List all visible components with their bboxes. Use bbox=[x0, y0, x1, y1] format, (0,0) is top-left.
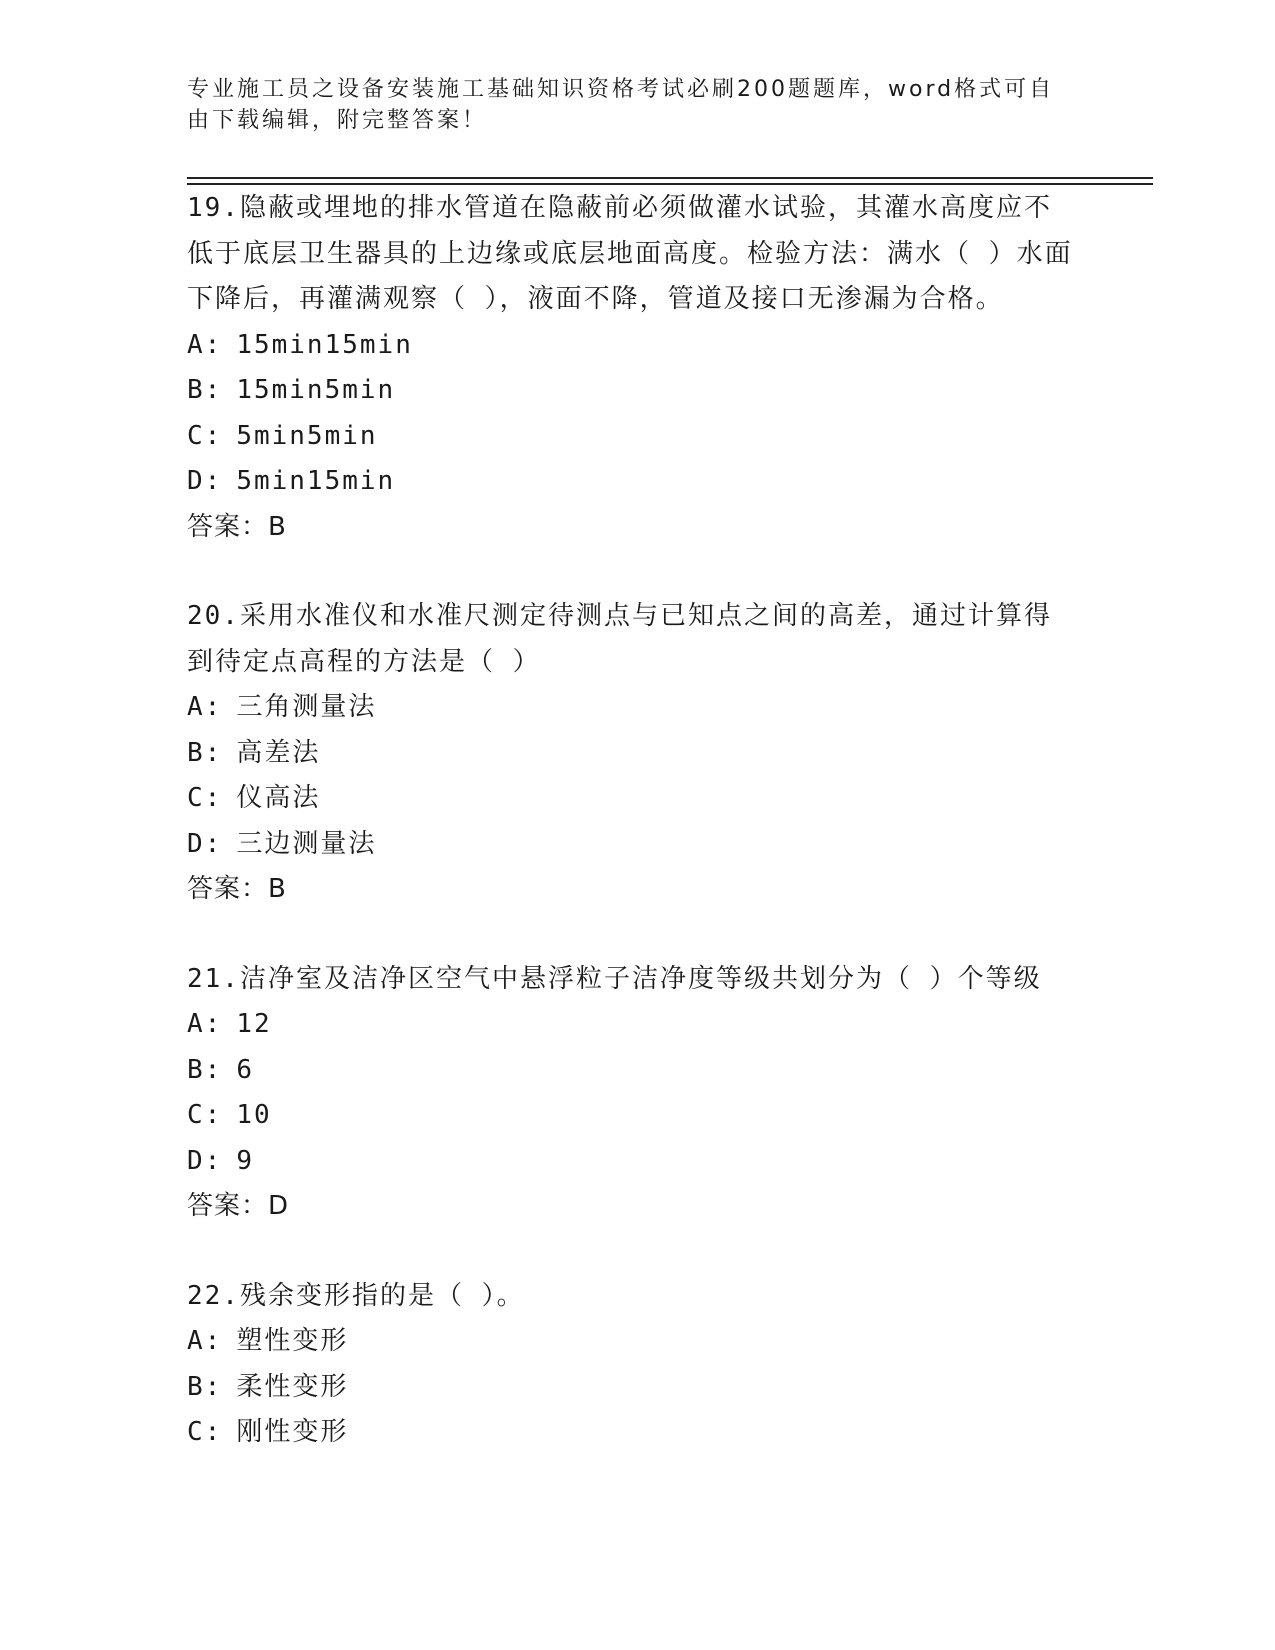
option-c bbox=[187, 776, 1077, 822]
option-b bbox=[187, 1048, 1077, 1094]
option-a bbox=[187, 323, 1077, 369]
option-a bbox=[187, 685, 1077, 731]
option-label: A: bbox=[187, 692, 223, 722]
option-label: C: bbox=[187, 420, 223, 451]
option-label: D: bbox=[187, 828, 223, 859]
option-b bbox=[187, 368, 1077, 414]
option-label: A: bbox=[187, 1326, 223, 1356]
option-c bbox=[187, 1093, 1077, 1139]
option-d bbox=[187, 1139, 1077, 1185]
question-item bbox=[187, 186, 1077, 550]
option-text: 柔性变形 bbox=[236, 1371, 349, 1402]
option-label: D: bbox=[187, 1145, 223, 1176]
option-text: 12 bbox=[236, 1009, 272, 1039]
question-stem: 22.残余变形指的是（ ）。 bbox=[187, 1280, 525, 1311]
header-rule-top bbox=[187, 177, 1153, 179]
option-text: 6 bbox=[236, 1054, 254, 1085]
option-text: 10 bbox=[236, 1100, 272, 1130]
question-item bbox=[187, 594, 1077, 913]
question-stem: 21.洁净室及洁净区空气中悬浮粒子洁净度等级共划分为（ ）个等级 bbox=[187, 963, 1042, 994]
option-label: C: bbox=[187, 1417, 223, 1447]
option-a bbox=[187, 1002, 1077, 1048]
option-label: A: bbox=[187, 1009, 223, 1039]
option-text: 15min15min bbox=[236, 329, 413, 360]
option-text: 5min5min bbox=[236, 420, 378, 451]
option-text: 三边测量法 bbox=[236, 828, 377, 859]
option-label: A: bbox=[187, 329, 223, 360]
option-b bbox=[187, 731, 1077, 777]
option-a bbox=[187, 1319, 1077, 1365]
option-label: B: bbox=[187, 1054, 223, 1085]
option-text: 高差法 bbox=[236, 737, 321, 768]
answer-line: 答案：D bbox=[187, 1191, 290, 1221]
option-text: 刚性变形 bbox=[236, 1417, 349, 1447]
option-label: B: bbox=[187, 375, 223, 405]
option-c bbox=[187, 1410, 1077, 1456]
question-item bbox=[187, 957, 1077, 1230]
header-title: 专业施工员之设备安装施工基础知识资格考试必刷200题题库，word格式可自由下载编辑，附完整答案！ bbox=[187, 77, 1055, 133]
option-label: B: bbox=[187, 1371, 223, 1402]
header-rule-bottom bbox=[187, 183, 1153, 185]
option-text: 9 bbox=[236, 1145, 254, 1176]
option-text: 15min5min bbox=[236, 375, 396, 405]
question-stem: 19.隐蔽或埋地的排水管道在隐蔽前必须做灌水试验，其灌水高度应不低于底层卫生器具的上边缘或底层地面高度。检验方法：满水（ ）水面下降后，再灌满观察（ ），液面不降，管道及接口无渗漏为合格。 bbox=[187, 193, 1073, 314]
option-label: B: bbox=[187, 737, 223, 768]
option-text: 5min15min bbox=[236, 466, 396, 496]
question-stem: 20.采用水准仪和水准尺测定待测点与已知点之间的高差，通过计算得到待定点高程的方法是（ ） bbox=[187, 601, 1052, 677]
option-c bbox=[187, 414, 1077, 460]
document-header bbox=[187, 74, 1067, 136]
answer-line: 答案：B bbox=[187, 874, 287, 904]
question-item bbox=[187, 1274, 1077, 1456]
question-list bbox=[187, 186, 1077, 1500]
option-d bbox=[187, 822, 1077, 868]
option-text: 三角测量法 bbox=[236, 692, 377, 722]
option-label: C: bbox=[187, 783, 223, 813]
answer-line: 答案：B bbox=[187, 511, 287, 542]
option-d bbox=[187, 459, 1077, 505]
option-b bbox=[187, 1365, 1077, 1411]
option-text: 仪高法 bbox=[236, 783, 321, 813]
option-text: 塑性变形 bbox=[236, 1326, 349, 1356]
option-label: C: bbox=[187, 1100, 223, 1130]
option-label: D: bbox=[187, 466, 223, 496]
